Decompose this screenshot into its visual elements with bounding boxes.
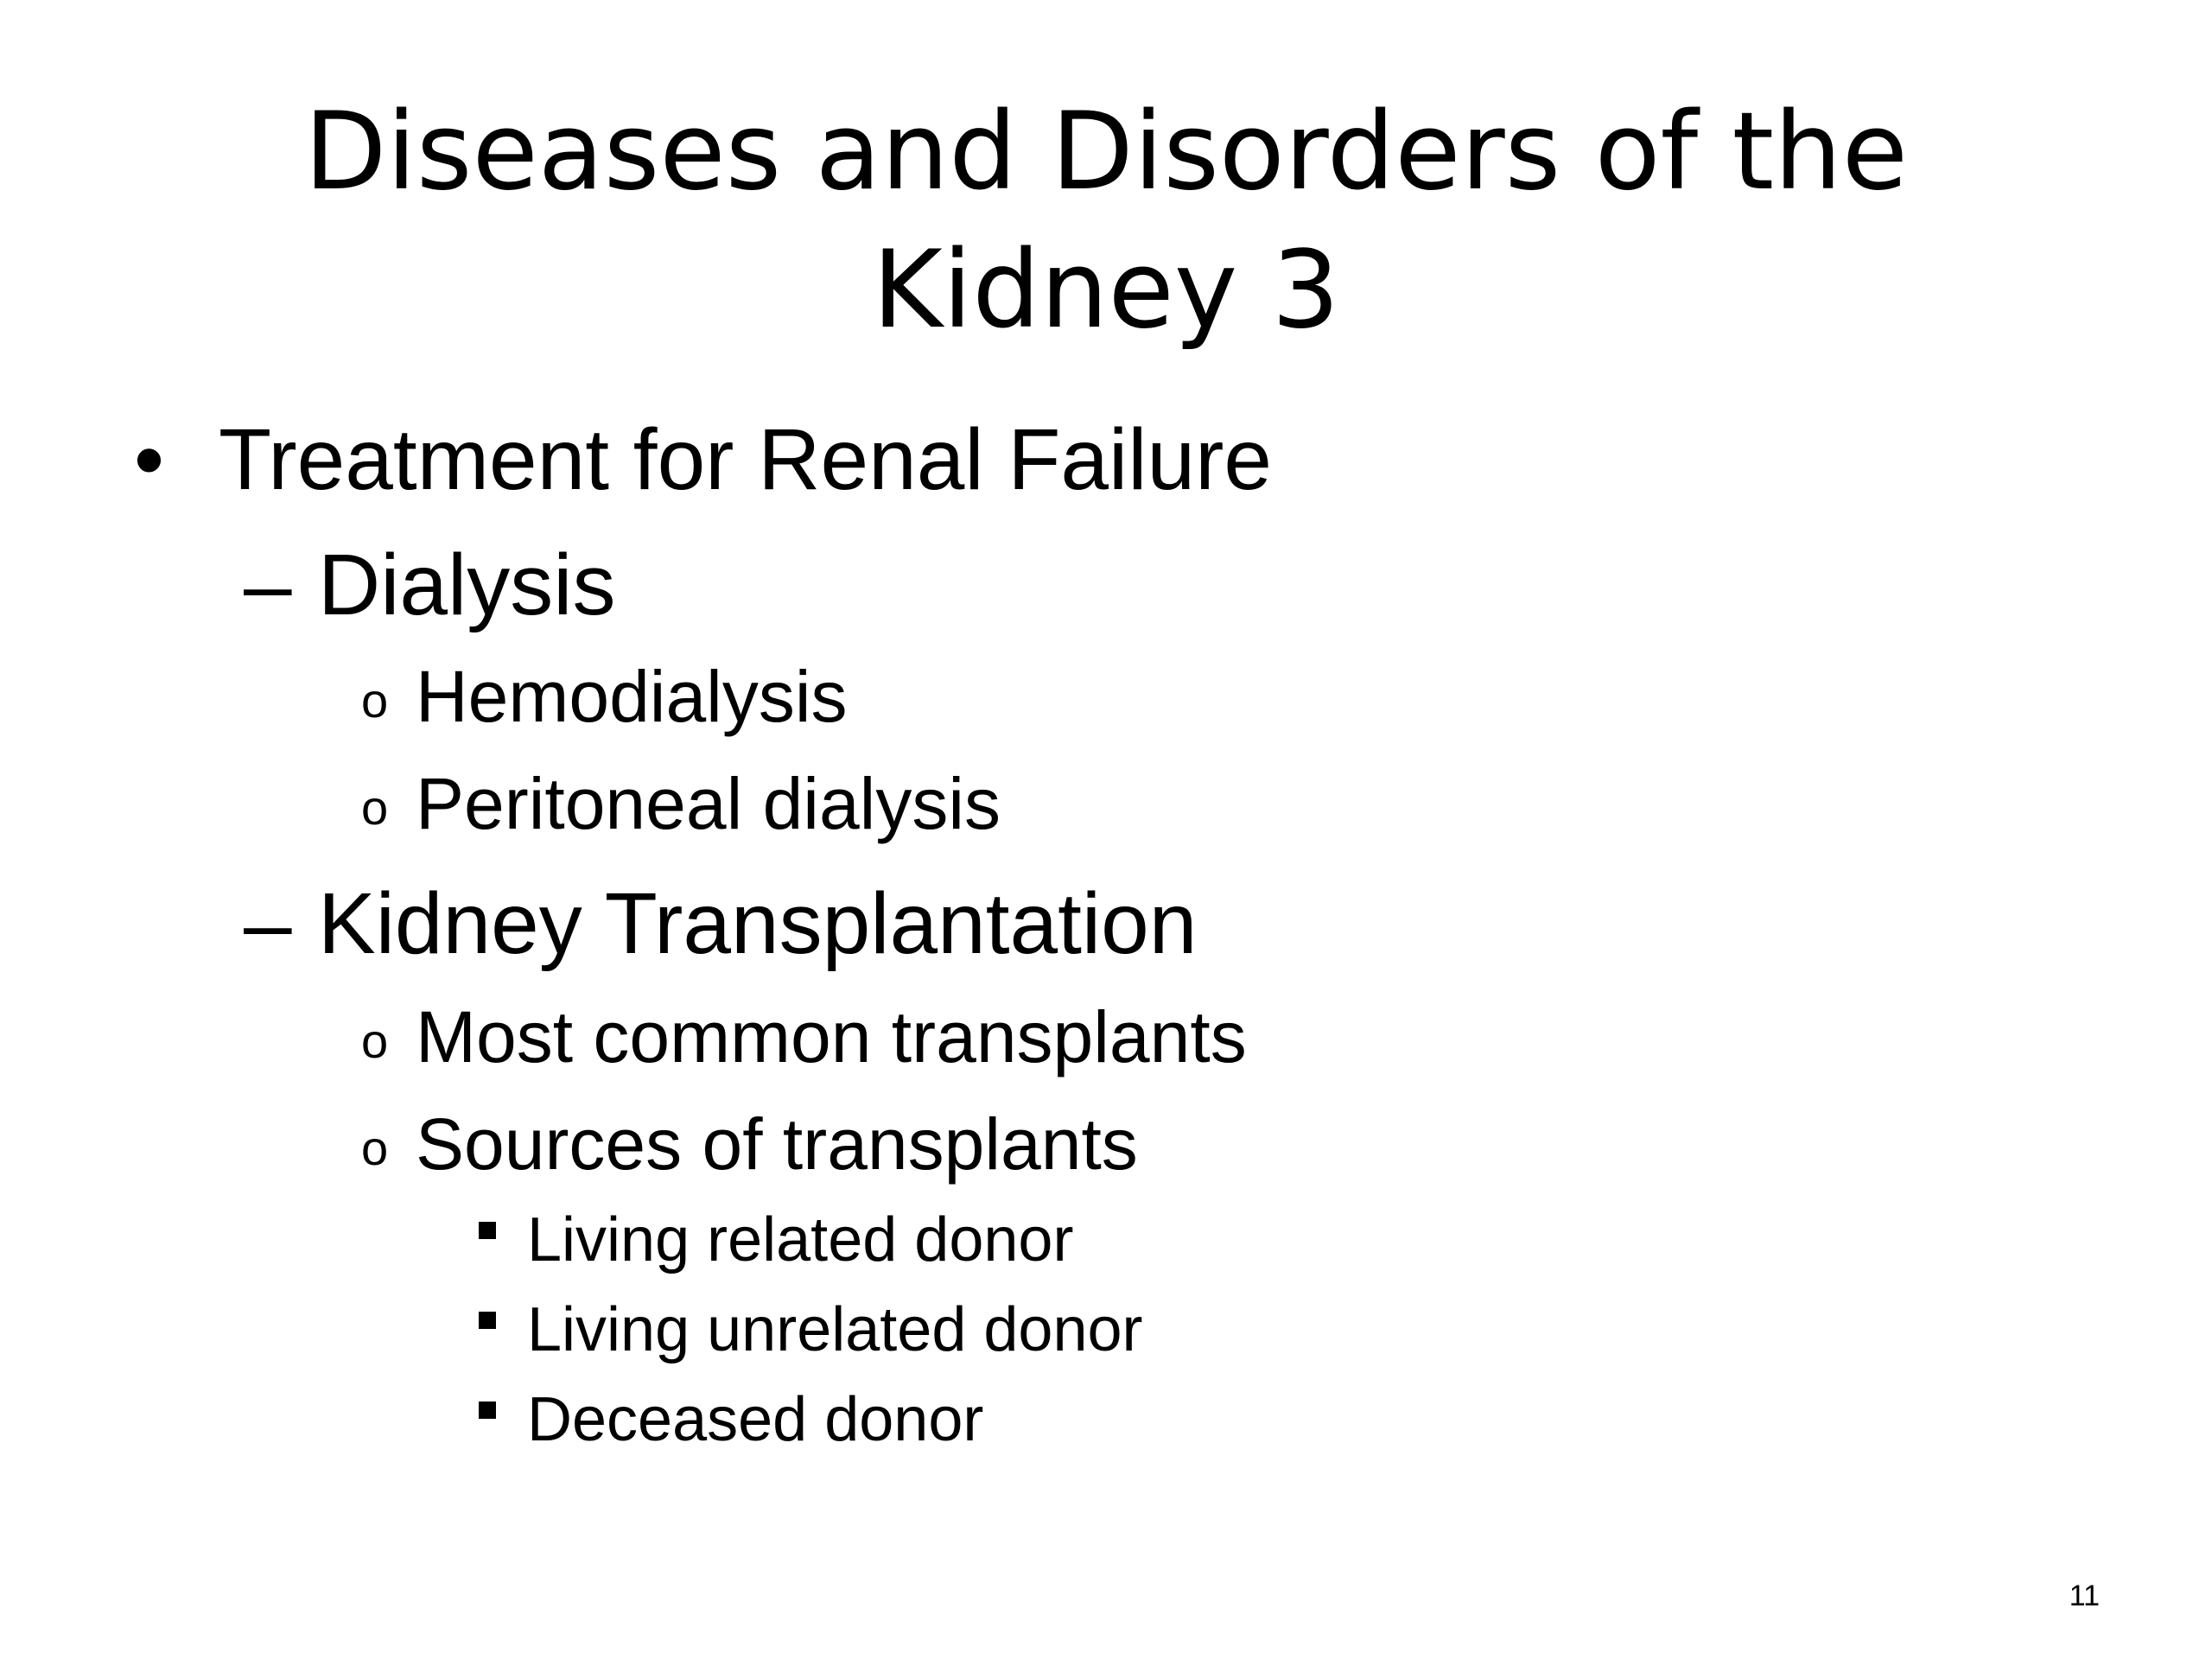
bullet-kidney-transplantation: Kidney Transplantation — [318, 875, 1198, 972]
square-marker-icon — [479, 1312, 496, 1329]
circle-marker-icon: o — [361, 780, 389, 835]
bullet-most-common-transplants: Most common transplants — [416, 996, 1247, 1077]
bullet-living-related-donor: Living related donor — [527, 1205, 1074, 1274]
bullet-dialysis: Dialysis — [318, 537, 616, 633]
title-line-1: Diseases and Disorders of the — [303, 90, 1909, 214]
bullet-dot-icon: • — [134, 411, 165, 508]
bullet-living-unrelated-donor: Living unrelated donor — [527, 1295, 1143, 1364]
bullet-peritoneal-dialysis: Peritoneal dialysis — [416, 763, 1001, 844]
bullet-sources-of-transplants: Sources of transplants — [416, 1103, 1138, 1185]
dash-marker-icon: – — [244, 875, 292, 972]
bullet-treatment: Treatment for Renal Failure — [219, 411, 1272, 508]
title-line-2: Kidney 3 — [872, 228, 1340, 353]
slide-title — [0, 83, 2212, 359]
circle-marker-icon: o — [361, 1014, 389, 1068]
bullet-deceased-donor: Deceased donor — [527, 1385, 984, 1454]
slide-page-number: 11 — [2069, 1580, 2100, 1612]
bullet-hemodialysis: Hemodialysis — [416, 656, 848, 737]
square-marker-icon — [479, 1222, 496, 1239]
dash-marker-icon: – — [244, 537, 292, 633]
square-marker-icon — [479, 1402, 496, 1419]
circle-marker-icon: o — [361, 673, 389, 728]
circle-marker-icon: o — [361, 1121, 389, 1175]
